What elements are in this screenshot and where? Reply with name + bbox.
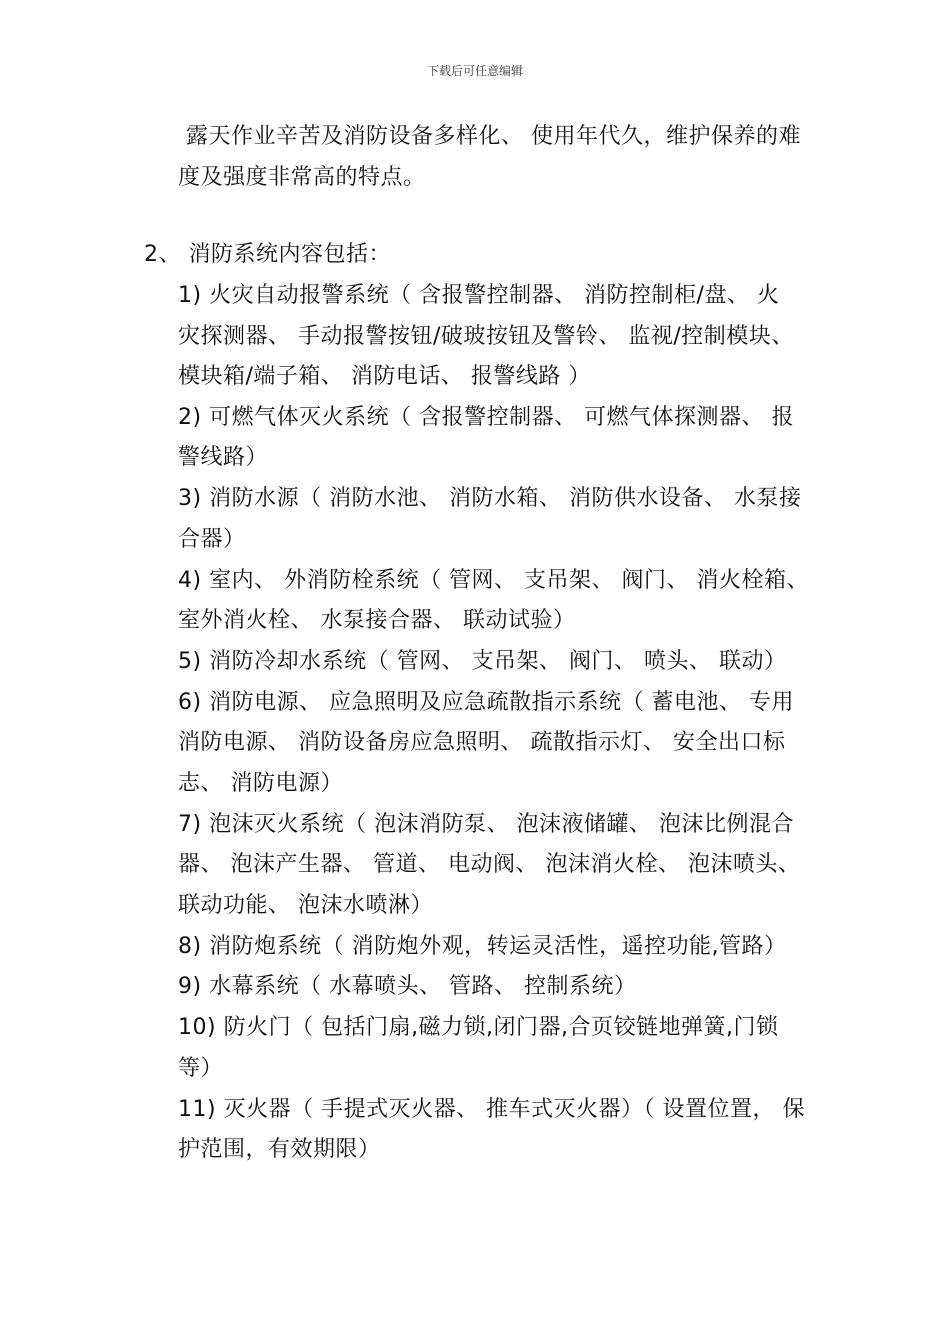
list-item: 2) 可燃气体灭火系统（ 含报警控制器、 可燃气体探测器、 报	[178, 405, 795, 430]
list-item: 8) 消防炮系统（ 消防炮外观，转运灵活性，遥控功能,管路）	[178, 934, 787, 959]
text-line: 志、 消防电源）	[178, 771, 343, 796]
list-item: 5) 消防冷却水系统（ 管网、 支吊架、 阀门、 喷头、 联动）	[178, 649, 787, 674]
text-line: 警线路）	[178, 445, 269, 470]
text-line: 合器）	[178, 527, 246, 552]
list-item: 9) 水幕系统（ 水幕喷头、 管路、 控制系统）	[178, 974, 637, 999]
text-line: 室外消火栓、 水泵接合器、 联动试验）	[178, 608, 576, 633]
list-item: 3) 消防水源（ 消防水池、 消防水箱、 消防供水设备、 水泵接	[178, 486, 802, 511]
text-line: 模块箱/端子箱、 消防电话、 报警线路 ）	[178, 364, 591, 389]
text-line: 露天作业辛苦及消防设备多样化、 使用年代久，维护保养的难	[186, 124, 801, 149]
list-item: 6) 消防电源、 应急照明及应急疏散指示系统（ 蓄电池、 专用	[178, 690, 795, 715]
page-header: 下载后可任意编辑	[426, 64, 523, 78]
text-line: 联动功能、 泡沫水喷淋）	[178, 893, 433, 918]
text-line: 护范围，有效期限）	[178, 1137, 381, 1162]
section-heading: 2、 消防系统内容包括：	[144, 242, 391, 267]
text-line: 消防电源、 消防设备房应急照明、 疏散指示灯、 安全出口标	[178, 730, 786, 755]
text-line: 等）	[178, 1056, 224, 1081]
list-item: 1) 火灾自动报警系统（ 含报警控制器、 消防控制柜/盘、 火	[178, 283, 780, 308]
list-item: 4) 室内、 外消防栓系统（ 管网、 支吊架、 阀门、 消火栓箱、	[178, 568, 810, 593]
text-line: 灾探测器、 手动报警按钮/破玻按钮及警铃、 监视/控制模块、	[178, 324, 794, 349]
text-line: 器、 泡沫产生器、 管道、 电动阀、 泡沫消火栓、 泡沫喷头、	[178, 852, 801, 877]
text-line: 度及强度非常高的特点。	[178, 165, 426, 190]
list-item: 10) 防火门（ 包括门扇,磁力锁,闭门器,合页铰链地弹簧,门锁	[178, 1015, 779, 1040]
list-item: 7) 泡沫灭火系统（ 泡沫消防泵、 泡沫液储罐、 泡沫比例混合	[178, 812, 795, 837]
list-item: 11) 灭火器（ 手提式灭火器、 推车式灭火器）（ 设置位置， 保	[178, 1097, 806, 1122]
